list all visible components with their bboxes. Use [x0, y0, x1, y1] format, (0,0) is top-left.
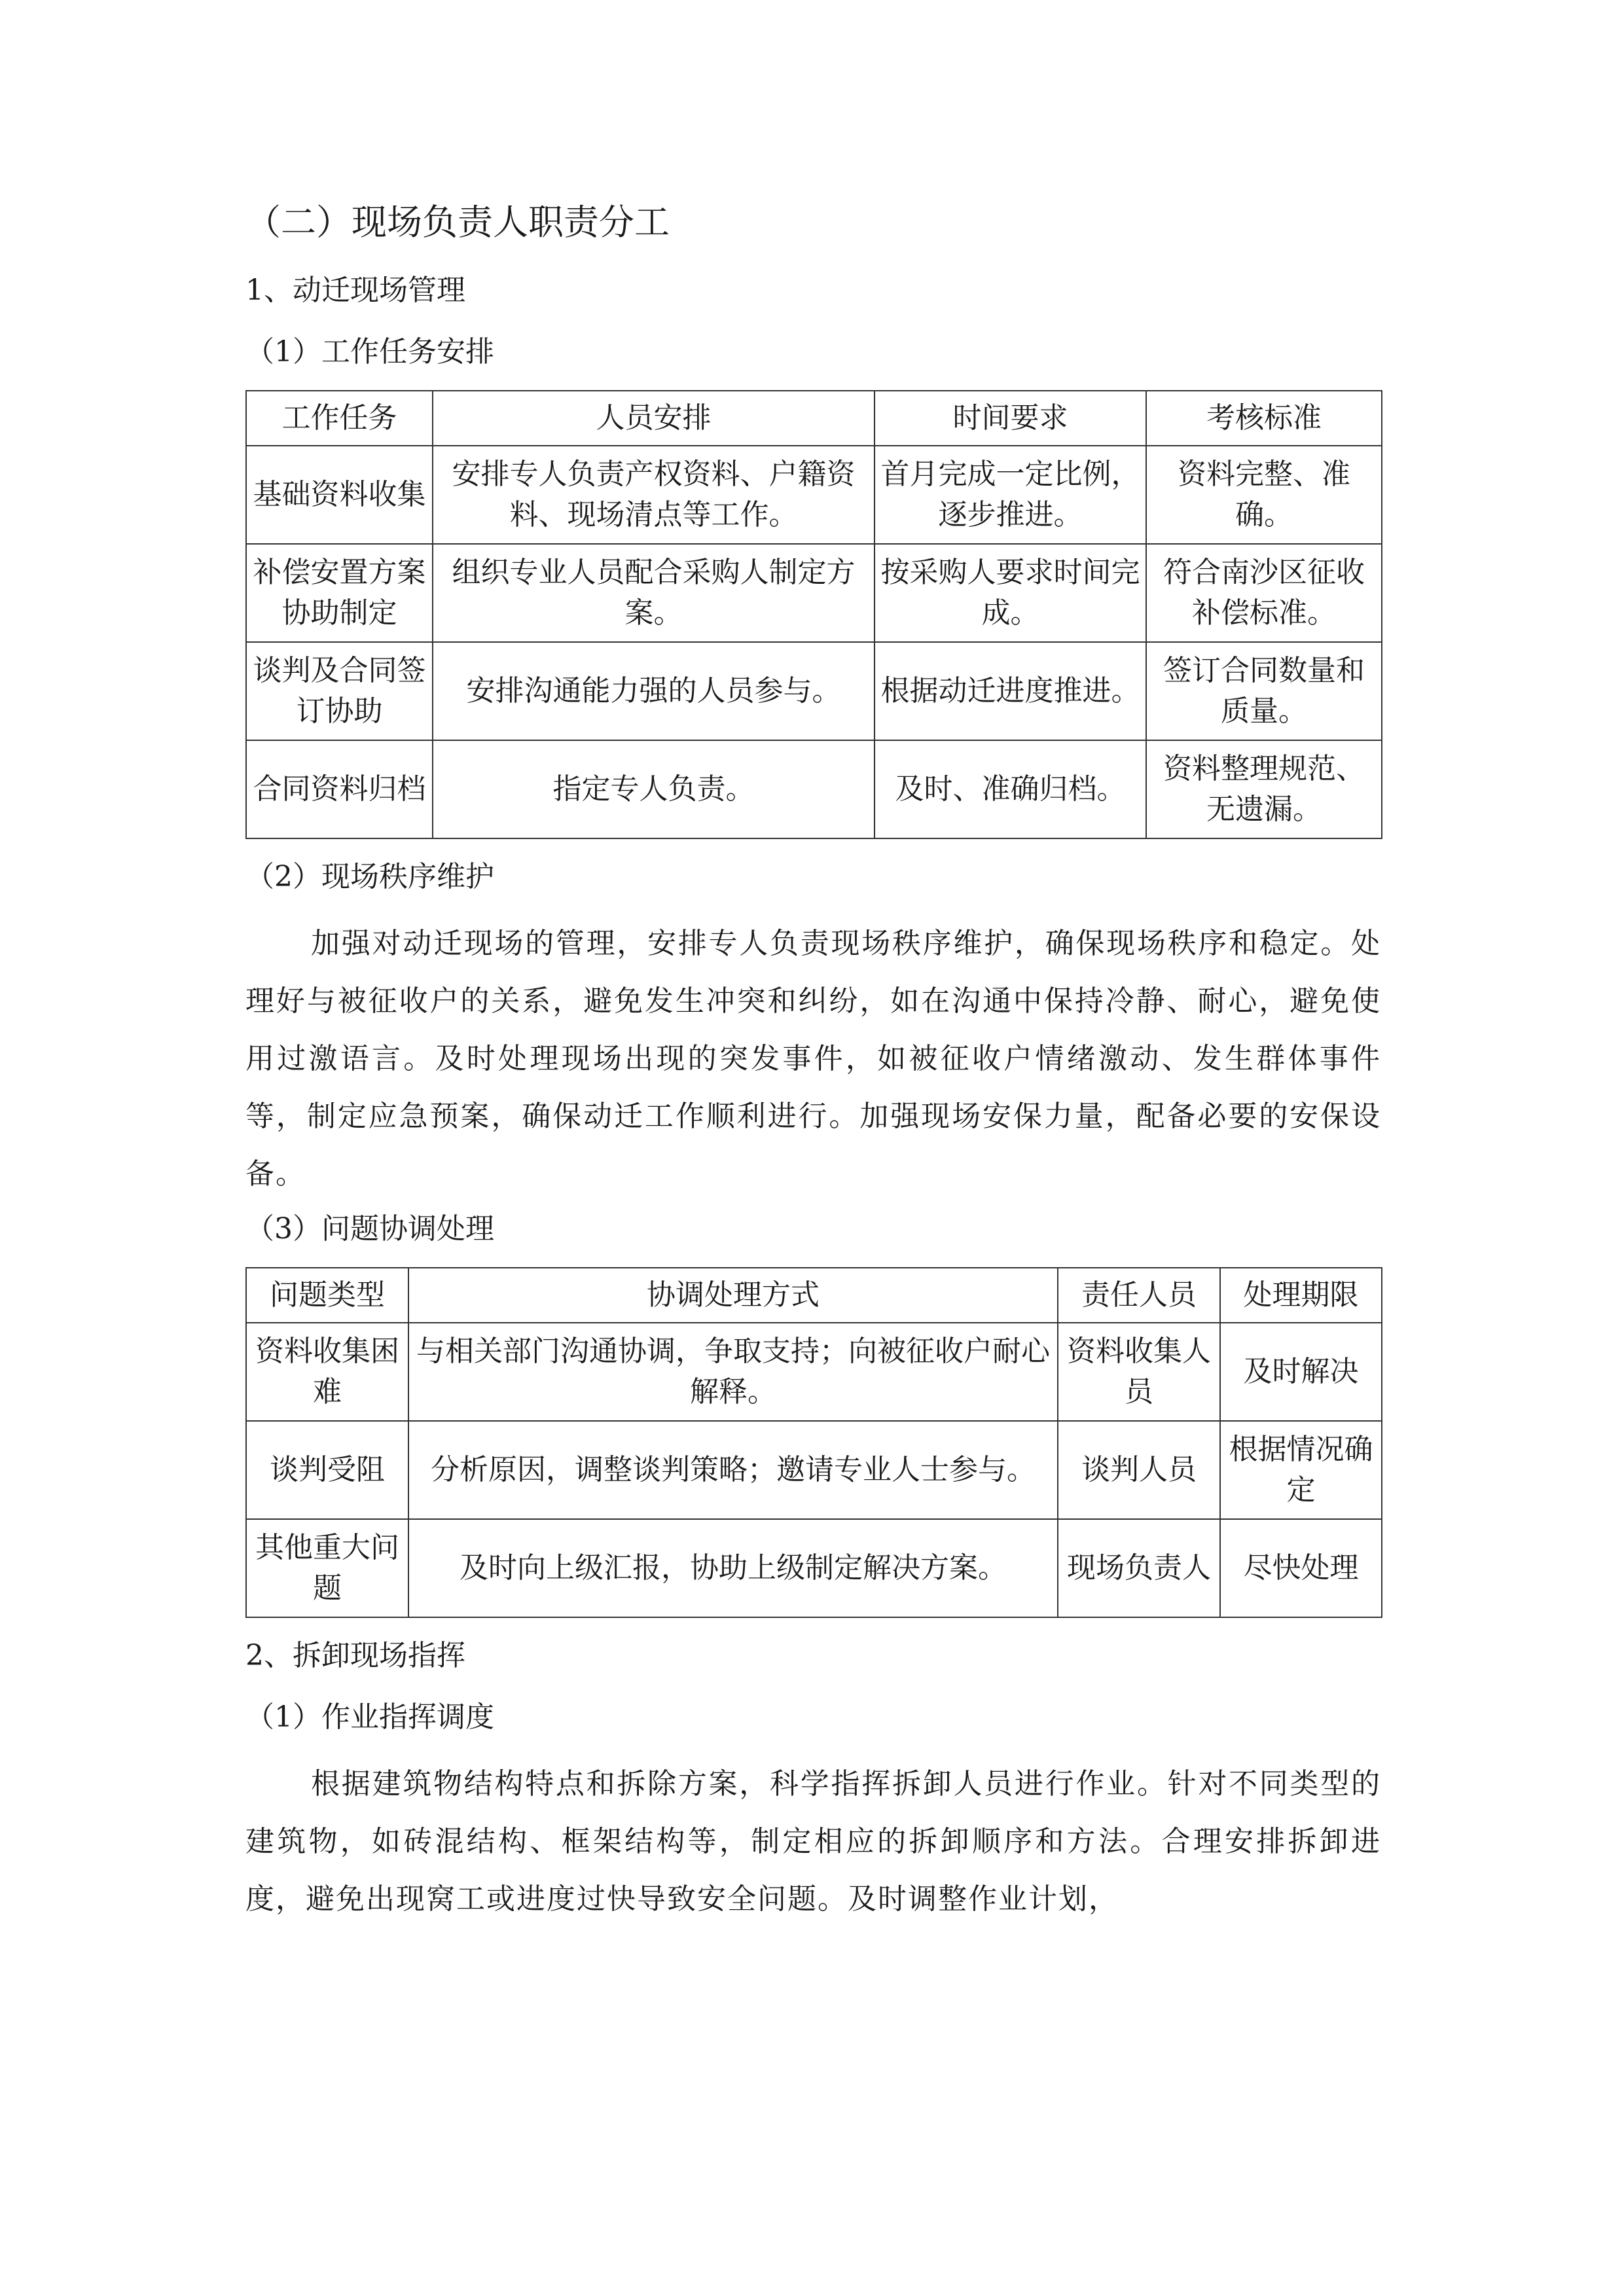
table-cell: 及时向上级汇报，协助上级制定解决方案。: [408, 1519, 1058, 1617]
table-cell: 分析原因，调整谈判策略；邀请专业人士参与。: [408, 1421, 1058, 1519]
table-cell: 资料收集困难: [246, 1323, 408, 1421]
table-header-cell: 责任人员: [1058, 1268, 1220, 1323]
table-header-cell: 考核标准: [1146, 391, 1382, 446]
paragraph-site-order: 加强对动迁现场的管理，安排专人负责现场秩序维护，确保现场秩序和稳定。处理好与被征收户的关系，避免发生冲突和纠纷，如在沟通中保持冷静、耐心，避免使用过激语言。及时处理现场出现的突发事件，如被征收户情绪激动、发生群体事件等，制定应急预案，确保动迁工作顺利进行。加强现场安保力量，配备必要的安保设备。: [245, 927, 1381, 1191]
subheading-operation-dispatch: （1）作业指挥调度: [245, 1700, 494, 1734]
subheading-problem-coordination: （3）问题协调处理: [245, 1212, 494, 1246]
table-header-cell: 人员安排: [433, 391, 875, 446]
problem-coordination-table: [245, 1267, 1382, 1618]
table-cell: 组织专业人员配合采购人制定方案。: [433, 544, 875, 642]
table-cell: 现场负责人: [1058, 1519, 1220, 1617]
subheading-site-order: （2）现场秩序维护: [245, 860, 494, 893]
table-cell: 其他重大问题: [246, 1519, 408, 1617]
table-cell: 谈判受阻: [246, 1421, 408, 1519]
table-header-cell: 协调处理方式: [408, 1268, 1058, 1323]
table-cell: 签订合同数量和质量。: [1146, 642, 1382, 740]
heading-demolition-site-management: 1、动迁现场管理: [245, 274, 465, 307]
table-cell: 及时、准确归档。: [875, 740, 1146, 838]
table-header-row: [246, 391, 1382, 446]
table-row: [246, 446, 1382, 544]
table-cell: 合同资料归档: [246, 740, 433, 838]
paragraph-operation-dispatch: 根据建筑物结构特点和拆除方案，科学指挥拆卸人员进行作业。针对不同类型的建筑物，如砖混结构、框架结构等，制定相应的拆卸顺序和方法。合理安排拆卸进度，避免出现窝工或进度过快导致安全问题。及时调整作业计划，: [245, 1767, 1381, 1916]
table-row: [246, 642, 1382, 740]
table-cell: 谈判及合同签订协助: [246, 642, 433, 740]
table-cell: 指定专人负责。: [433, 740, 875, 838]
table-cell: 资料收集人员: [1058, 1323, 1220, 1421]
table-row: [246, 1323, 1382, 1421]
table-cell: 符合南沙区征收补偿标准。: [1146, 544, 1382, 642]
table-cell: 安排专人负责产权资料、户籍资料、现场清点等工作。: [433, 446, 875, 544]
heading-dismantling-command: 2、拆卸现场指挥: [245, 1639, 465, 1672]
table-header-cell: 处理期限: [1220, 1268, 1382, 1323]
table-row: [246, 1519, 1382, 1617]
table-header-cell: 工作任务: [246, 391, 433, 446]
table-row: [246, 1421, 1382, 1519]
table-cell: 资料整理规范、无遗漏。: [1146, 740, 1382, 838]
task-arrangement-table: [245, 390, 1382, 839]
table-cell: 根据动迁进度推进。: [875, 642, 1146, 740]
document-page: [245, 196, 1381, 1935]
table-cell: 尽快处理: [1220, 1519, 1382, 1617]
table-cell: 资料完整、准确。: [1146, 446, 1382, 544]
table-row: [246, 544, 1382, 642]
subheading-task-arrangement: （1）工作任务安排: [245, 335, 494, 368]
table-cell: 首月完成一定比例，逐步推进。: [875, 446, 1146, 544]
table-cell: 及时解决: [1220, 1323, 1382, 1421]
table-cell: 根据情况确定: [1220, 1421, 1382, 1519]
table-cell: 按采购人要求时间完成。: [875, 544, 1146, 642]
table-cell: 谈判人员: [1058, 1421, 1220, 1519]
table-cell: 安排沟通能力强的人员参与。: [433, 642, 875, 740]
section-title: （二）现场负责人职责分工: [245, 202, 670, 243]
table-row: [246, 740, 1382, 838]
table-header-cell: 问题类型: [246, 1268, 408, 1323]
table-cell: 与相关部门沟通协调，争取支持；向被征收户耐心解释。: [408, 1323, 1058, 1421]
table-header-row: [246, 1268, 1382, 1323]
table-cell: 基础资料收集: [246, 446, 433, 544]
table-header-cell: 时间要求: [875, 391, 1146, 446]
table-cell: 补偿安置方案协助制定: [246, 544, 433, 642]
